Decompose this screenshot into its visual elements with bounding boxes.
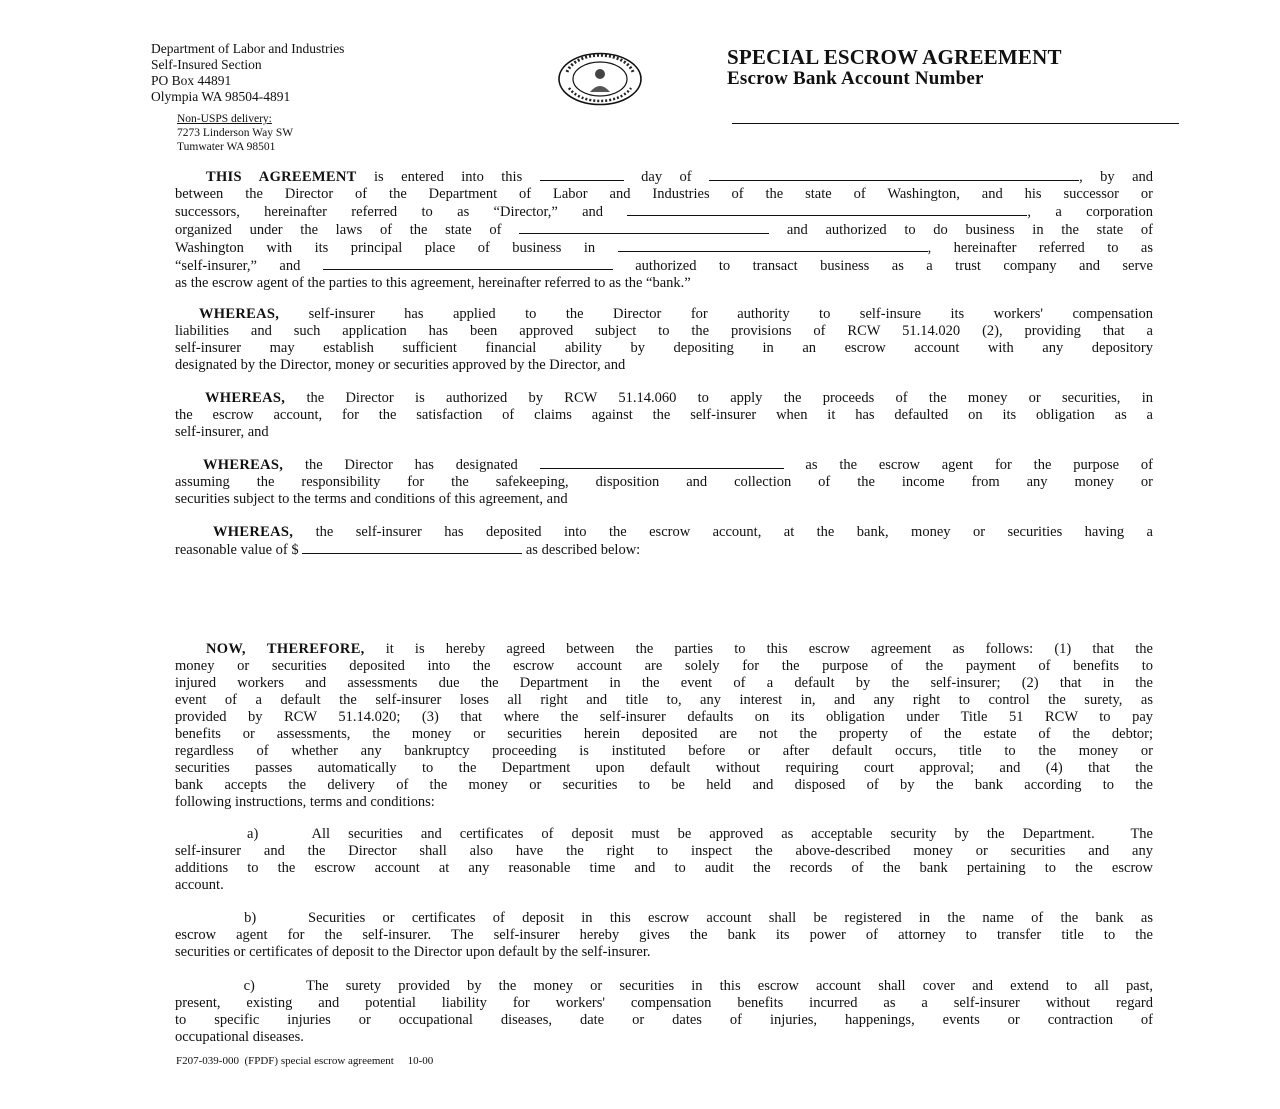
text-line: injured workers and assessments due the Department in the event of a default by the self-insurer; (2) that in the [175, 675, 1153, 691]
text-line: between the Director of the Department of Labor and Industries of the state of Washington, and his successor or [175, 186, 1153, 202]
non-usps-address [177, 112, 293, 154]
address-line: Self-Insured Section [151, 57, 262, 72]
text-line [175, 641, 1153, 658]
text-line [175, 306, 1153, 323]
state-seal-icon [557, 52, 643, 106]
text-segment: the Director is authorized by RCW 51.14.060 to apply the proceeds of the money or securities, in [285, 390, 1153, 406]
text-line [175, 257, 1153, 275]
document-subtitle: Escrow Bank Account Number [727, 68, 984, 89]
text-line: account. [175, 877, 224, 893]
address-line: Olympia WA 98504-4891 [151, 89, 291, 104]
text-line: assuming the responsibility for the safekeeping, disposition and collection of the income from any money or [175, 474, 1153, 490]
whereas-paragraph [175, 456, 1153, 508]
text-line: event of a default the self-insurer loses all right and title to, any interest in, and any right to control the surety, as [175, 692, 1153, 708]
text-segment: successors, hereinafter referred to as “Director,” and [175, 204, 628, 220]
form-footer [176, 1055, 433, 1067]
now-therefore-paragraph [175, 641, 1153, 811]
address-line: Tumwater WA 98501 [177, 141, 276, 153]
text-line [175, 168, 1153, 186]
form-description: (FPDF) special escrow agreement 10-00 [238, 1055, 434, 1067]
text-segment: authorized to transact business as a trust company and serve [612, 258, 1153, 274]
clause-a [175, 826, 1153, 894]
text-segment: “self-insurer,” and [175, 258, 323, 274]
text-segment: the self-insurer has deposited into the escrow account, at the bank, money or securities having a [293, 524, 1153, 540]
text-line: following instructions, terms and conditions: [175, 794, 435, 810]
text-line: escrow agent for the self-insurer. The self-insurer hereby gives the bank its power of attorney to transfer title to the [175, 927, 1153, 943]
lead-text: WHEREAS, [203, 457, 284, 473]
text-line: self-insurer and the Director shall also have the right to inspect the above-described money or securities and any [175, 843, 1153, 859]
text-line: to specific injuries or occupational diseases, date or dates of injuries, happenings, events or contraction of [175, 1012, 1153, 1028]
text-line [175, 390, 1153, 407]
text-line [175, 456, 1153, 474]
non-usps-label: Non-USPS delivery: [177, 113, 272, 125]
text-line: bank accepts the delivery of the money or securities to be held and disposed of by the bank according to the [175, 777, 1153, 793]
whereas-paragraph [175, 390, 1153, 441]
text-segment: as the escrow agent for the purpose of [783, 457, 1154, 473]
text-segment: , a corporation [1027, 204, 1153, 220]
text-line: occupational diseases. [175, 1029, 304, 1045]
date-month-blank[interactable] [709, 168, 1079, 181]
document-title: SPECIAL ESCROW AGREEMENT [727, 45, 1062, 69]
text-line: securities subject to the terms and conditions of this agreement, and [175, 491, 568, 507]
bank-name-blank[interactable] [323, 257, 613, 270]
form-number: F207-039-000 [176, 1055, 239, 1067]
whereas-paragraph [175, 306, 1153, 374]
text-line: present, existing and potential liability for workers' compensation benefits incurred as a self-insurer without regard [175, 995, 1153, 1011]
text-line [175, 203, 1153, 221]
agreement-paragraph [175, 168, 1153, 292]
text-segment: Washington with its principal place of business in [175, 240, 618, 256]
text-line [175, 541, 1153, 559]
lead-text: WHEREAS, [213, 524, 294, 540]
text-line: as the escrow agent of the parties to this agreement, hereinafter referred to as the “bank.” [175, 275, 691, 291]
text-line: securities passes automatically to the Department upon default without requiring court approval; and (4) that the [175, 760, 1153, 776]
text-line [175, 239, 1153, 257]
text-line [175, 524, 1153, 541]
text-line: regardless of whether any bankruptcy proceeding is instituted before or after default occurs, title to the money or [175, 743, 1153, 759]
text-line: a) All securities and certificates of deposit must be approved as acceptable security by the Department. The [175, 826, 1153, 842]
text-segment: day of [623, 169, 710, 185]
text-line: b) Securities or certificates of deposit in this escrow account shall be registered in the name of the bank as [175, 910, 1153, 926]
self-insurer-name-blank[interactable] [627, 203, 1027, 216]
text-segment: it is hereby agreed between the parties to this escrow agreement as follows: (1) that the [364, 641, 1153, 657]
text-segment: , by and [1079, 169, 1154, 185]
text-segment: self-insurer has applied to the Director for authority to self-insure its workers' compensation [279, 306, 1153, 322]
whereas-paragraph [175, 524, 1153, 559]
address-line: Department of Labor and Industries [151, 41, 345, 56]
text-line: the escrow account, for the satisfaction of claims against the self-insurer when it has defaulted on its obligation as a [175, 407, 1153, 423]
address-line: 7273 Linderson Way SW [177, 127, 294, 139]
escrow-agent-blank[interactable] [540, 456, 784, 469]
lead-text: WHEREAS, [199, 306, 280, 322]
text-segment: , hereinafter referred to as [927, 240, 1153, 256]
text-segment: and authorized to do business in the state of [769, 222, 1153, 238]
text-line: provided by RCW 51.14.020; (3) that where the self-insurer defaults on its obligation under Title 51 RCW to pay [175, 709, 1153, 725]
text-line [175, 221, 1153, 239]
account-number-blank[interactable] [732, 123, 1179, 124]
text-line: self-insurer may establish sufficient financial ability by depositing in an escrow account with any depository [175, 340, 1153, 356]
text-line: c) The surety provided by the money or securities in this escrow account shall cover and extend to all past, [175, 978, 1153, 994]
deposit-value-blank[interactable] [302, 541, 522, 554]
address-line: PO Box 44891 [151, 73, 232, 88]
text-segment: as described below: [522, 542, 641, 558]
sender-address [151, 41, 344, 105]
lead-text: WHEREAS, [205, 390, 286, 406]
document-title-block [727, 46, 1062, 90]
text-line: designated by the Director, money or securities approved by the Director, and [175, 357, 626, 373]
date-day-blank[interactable] [540, 168, 624, 181]
clause-b [175, 910, 1153, 961]
text-line: self-insurer, and [175, 424, 269, 440]
text-line: securities or certificates of deposit to the Director upon default by the self-insurer. [175, 944, 651, 960]
place-of-business-blank[interactable] [618, 239, 928, 252]
lead-text: THIS AGREEMENT [206, 169, 357, 185]
text-line: money or securities deposited into the escrow account are solely for the purpose of the payment of benefits to [175, 658, 1153, 674]
text-line: liabilities and such application has been approved subject to the provisions of RCW 51.14.020 (2), providing that a [175, 323, 1153, 339]
clause-c [175, 978, 1153, 1046]
lead-text: NOW, THEREFORE, [206, 641, 365, 657]
text-segment: is entered into this [356, 169, 540, 185]
text-segment: the Director has designated [283, 457, 540, 473]
text-segment: reasonable value of $ [175, 542, 303, 558]
text-line: benefits or assessments, the money or securities herein deposited are not the property of the estate of the debtor; [175, 726, 1153, 742]
state-of-incorporation-blank[interactable] [519, 221, 769, 234]
text-line: additions to the escrow account at any reasonable time and to audit the records of the bank pertaining to the escrow [175, 860, 1153, 876]
text-segment: organized under the laws of the state of [175, 222, 520, 238]
